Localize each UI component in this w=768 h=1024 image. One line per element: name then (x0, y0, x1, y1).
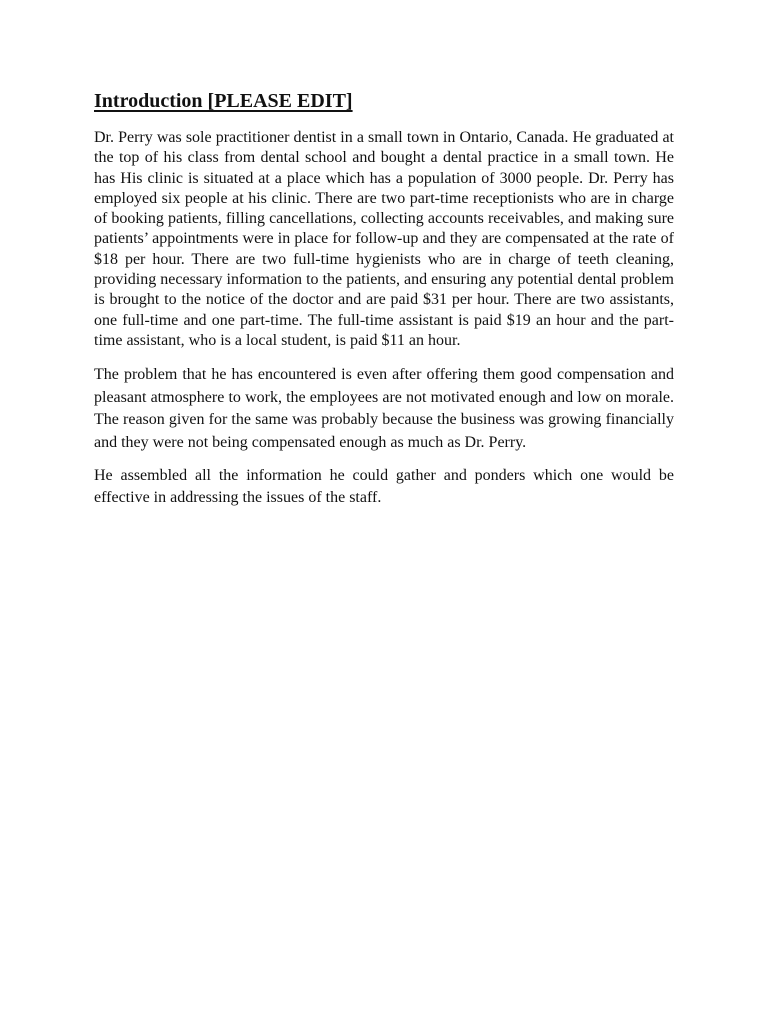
document-body (94, 88, 674, 522)
paragraph-conclusion: He assembled all the information he could gather and ponders which one would be effective in addressing the issues of the staff. (94, 466, 674, 506)
paragraph-background: Dr. Perry was sole practitioner dentist in a small town in Ontario, Canada. He graduated at the top of his class from dental school and bought a dental practice in a small town. He has His clinic is situated at a place which has a population of 3000 people. Dr. Perry has employed six people at his clinic. There are two part-time receptionists who are in charge of booking patients, filling cancellations, collecting accounts receivables, and making sure patients’ appointments were in place for follow-up and they are compensated at the rate of $18 per hour. There are two full-time hygienists who are in charge of teeth cleaning, providing necessary information to the patients, and ensuring any potential dental problem is brought to the notice of the doctor and are paid $31 per hour. There are two assistants, one full-time and one part-time. The full-time assistant is paid $19 an hour and the part-time assistant, who is a local student, is paid $11 an hour. (94, 129, 674, 349)
section-heading: Introduction [PLEASE EDIT] (94, 90, 353, 112)
paragraph-problem: The problem that he has encountered is even after offering them good compensation and pleasant atmosphere to work, the employees are not motivated enough and low on morale. The reason given for the same was probably because the business was growing financially and they were not being compensated enough as much as Dr. Perry. (94, 366, 674, 452)
